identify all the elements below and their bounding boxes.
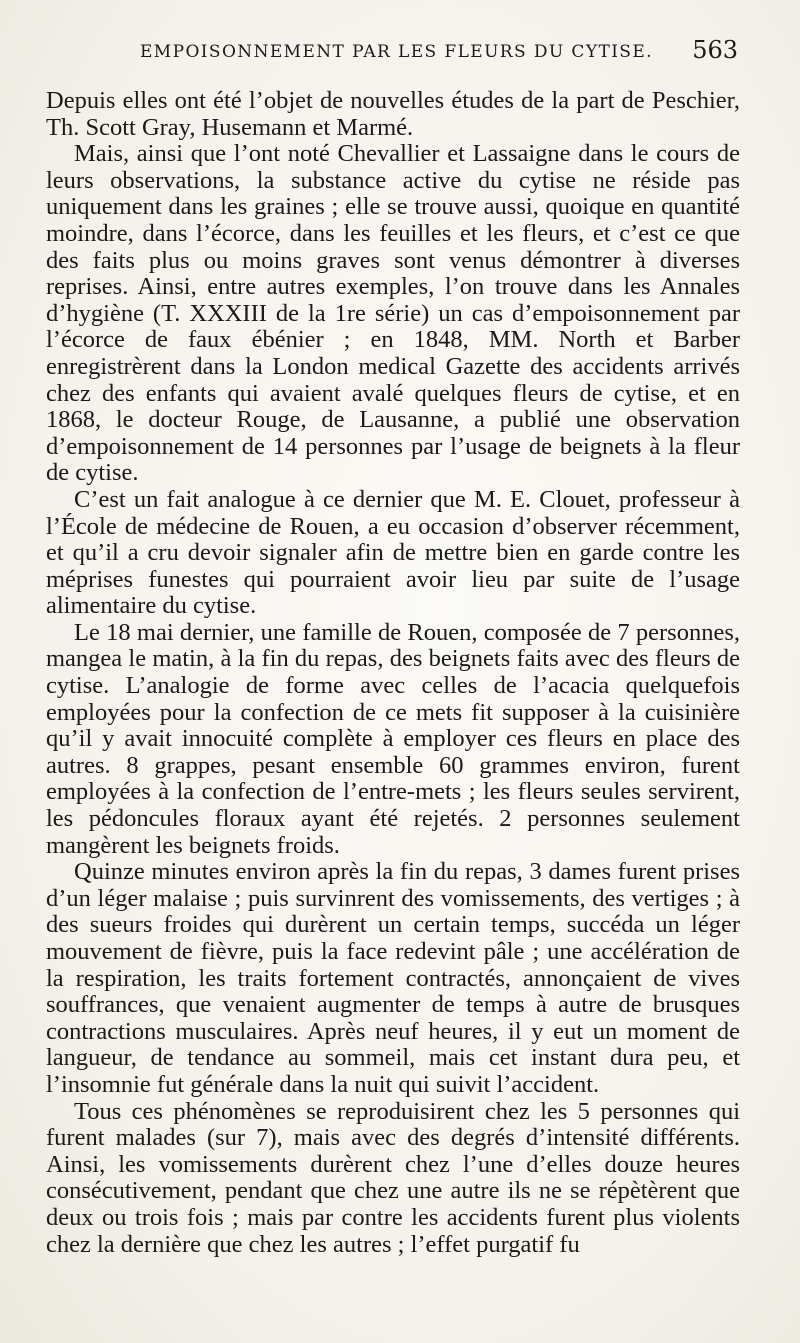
paragraph-3: C’est un fait analogue à ce dernier que M. E. Clouet, professeur à l’École de médecine de Rouen, a eu occasion d’observer récemment, et qu’il a cru devoir signaler afin de mettre bien en garde contre les méprises funestes qui pourraient avoir lieu par suite de l’usage alimentaire du cytise. bbox=[46, 485, 740, 620]
paragraph-6: Tous ces phénomènes se reproduisirent chez les 5 personnes qui furent malades (sur 7), mais avec des degrés d’intensité différents. Ainsi, les vomissements durèrent chez l’une d’elles douze heures consécutivement, pendant que chez une autre ils ne se répètèrent que deux ou trois fois ; mais par contre les accidents furent plus violents chez la dernière que chez les autres ; l’effet purgatif fu bbox=[46, 1097, 740, 1258]
paragraph-1: Depuis elles ont été l’objet de nouvelles études de la part de Peschier, Th. Scott Gray, Husemann et Marmé. bbox=[46, 87, 740, 141]
paragraph-2: Mais, ainsi que l’ont noté Chevallier et Lassaigne dans le cours de leurs observations, la substance active du cytise ne réside pas uniquement dans les graines ; elle se trouve aussi, quoique en quantité moindre, dans l’écorce, dans les feuilles et les fleurs, et c’est ce que des faits plus ou moins graves sont venus démontrer à diverses reprises. Ainsi, entre autres exemples, l’on trouve dans les Annales d’hygiène (T. XXXIII de la 1re série) un cas d’empoisonnement par l’écorce de faux ébénier ; en 1848, MM. North et Barber enregistrèrent dans la London medical Gazette des accidents arrivés chez des enfants qui avaient avalé quelques fleurs de cytise, et en 1868, le docteur Rouge, de Lausanne, a publié une observation d’empoisonnement de 14 personnes par l’usage de beignets à la fleur de cytise. bbox=[46, 140, 740, 487]
paragraph-5: Quinze minutes environ après la fin du repas, 3 dames furent prises d’un léger malaise ; puis survinrent des vomissements, des vertiges ; à des sueurs froides qui durèrent un certain temps, succéda un léger mouvement de fièvre, puis la face redevint pâle ; une accélération de la respiration, les traits fortement contractés, annonçaient de vives souffrances, que venaient augmenter de temps à autre de brusques contractions musculaires. Après neuf heures, il y eut un moment de langueur, de tendance au sommeil, mais cet instant dura peu, et l’insomnie fut générale dans la nuit qui suivit l’accident. bbox=[46, 858, 740, 1098]
paragraph-4: Le 18 mai dernier, une famille de Rouen, composée de 7 personnes, mangea le matin, à la fin du repas, des beignets faits avec des fleurs de cytise. L’analogie de forme avec celles de l’acacia quelquefois employées pour la confection de ce mets fit supposer à la cuisinière qu’il y avait innocuité complète à employer ces fleurs en place des autres. 8 grappes, pesant ensemble 60 grammes environ, furent employées à la confection de l’entre-mets ; les fleurs seules servirent, les pédoncules floraux ayant été rejetés. 2 personnes seulement mangèrent les beignets froids. bbox=[46, 618, 740, 859]
page-number: 563 bbox=[692, 36, 738, 64]
running-head: EMPOISONNEMENT PAR LES FLEURS DU CYTISE. bbox=[140, 42, 653, 62]
page-header bbox=[48, 38, 738, 72]
body-text bbox=[46, 88, 740, 1258]
